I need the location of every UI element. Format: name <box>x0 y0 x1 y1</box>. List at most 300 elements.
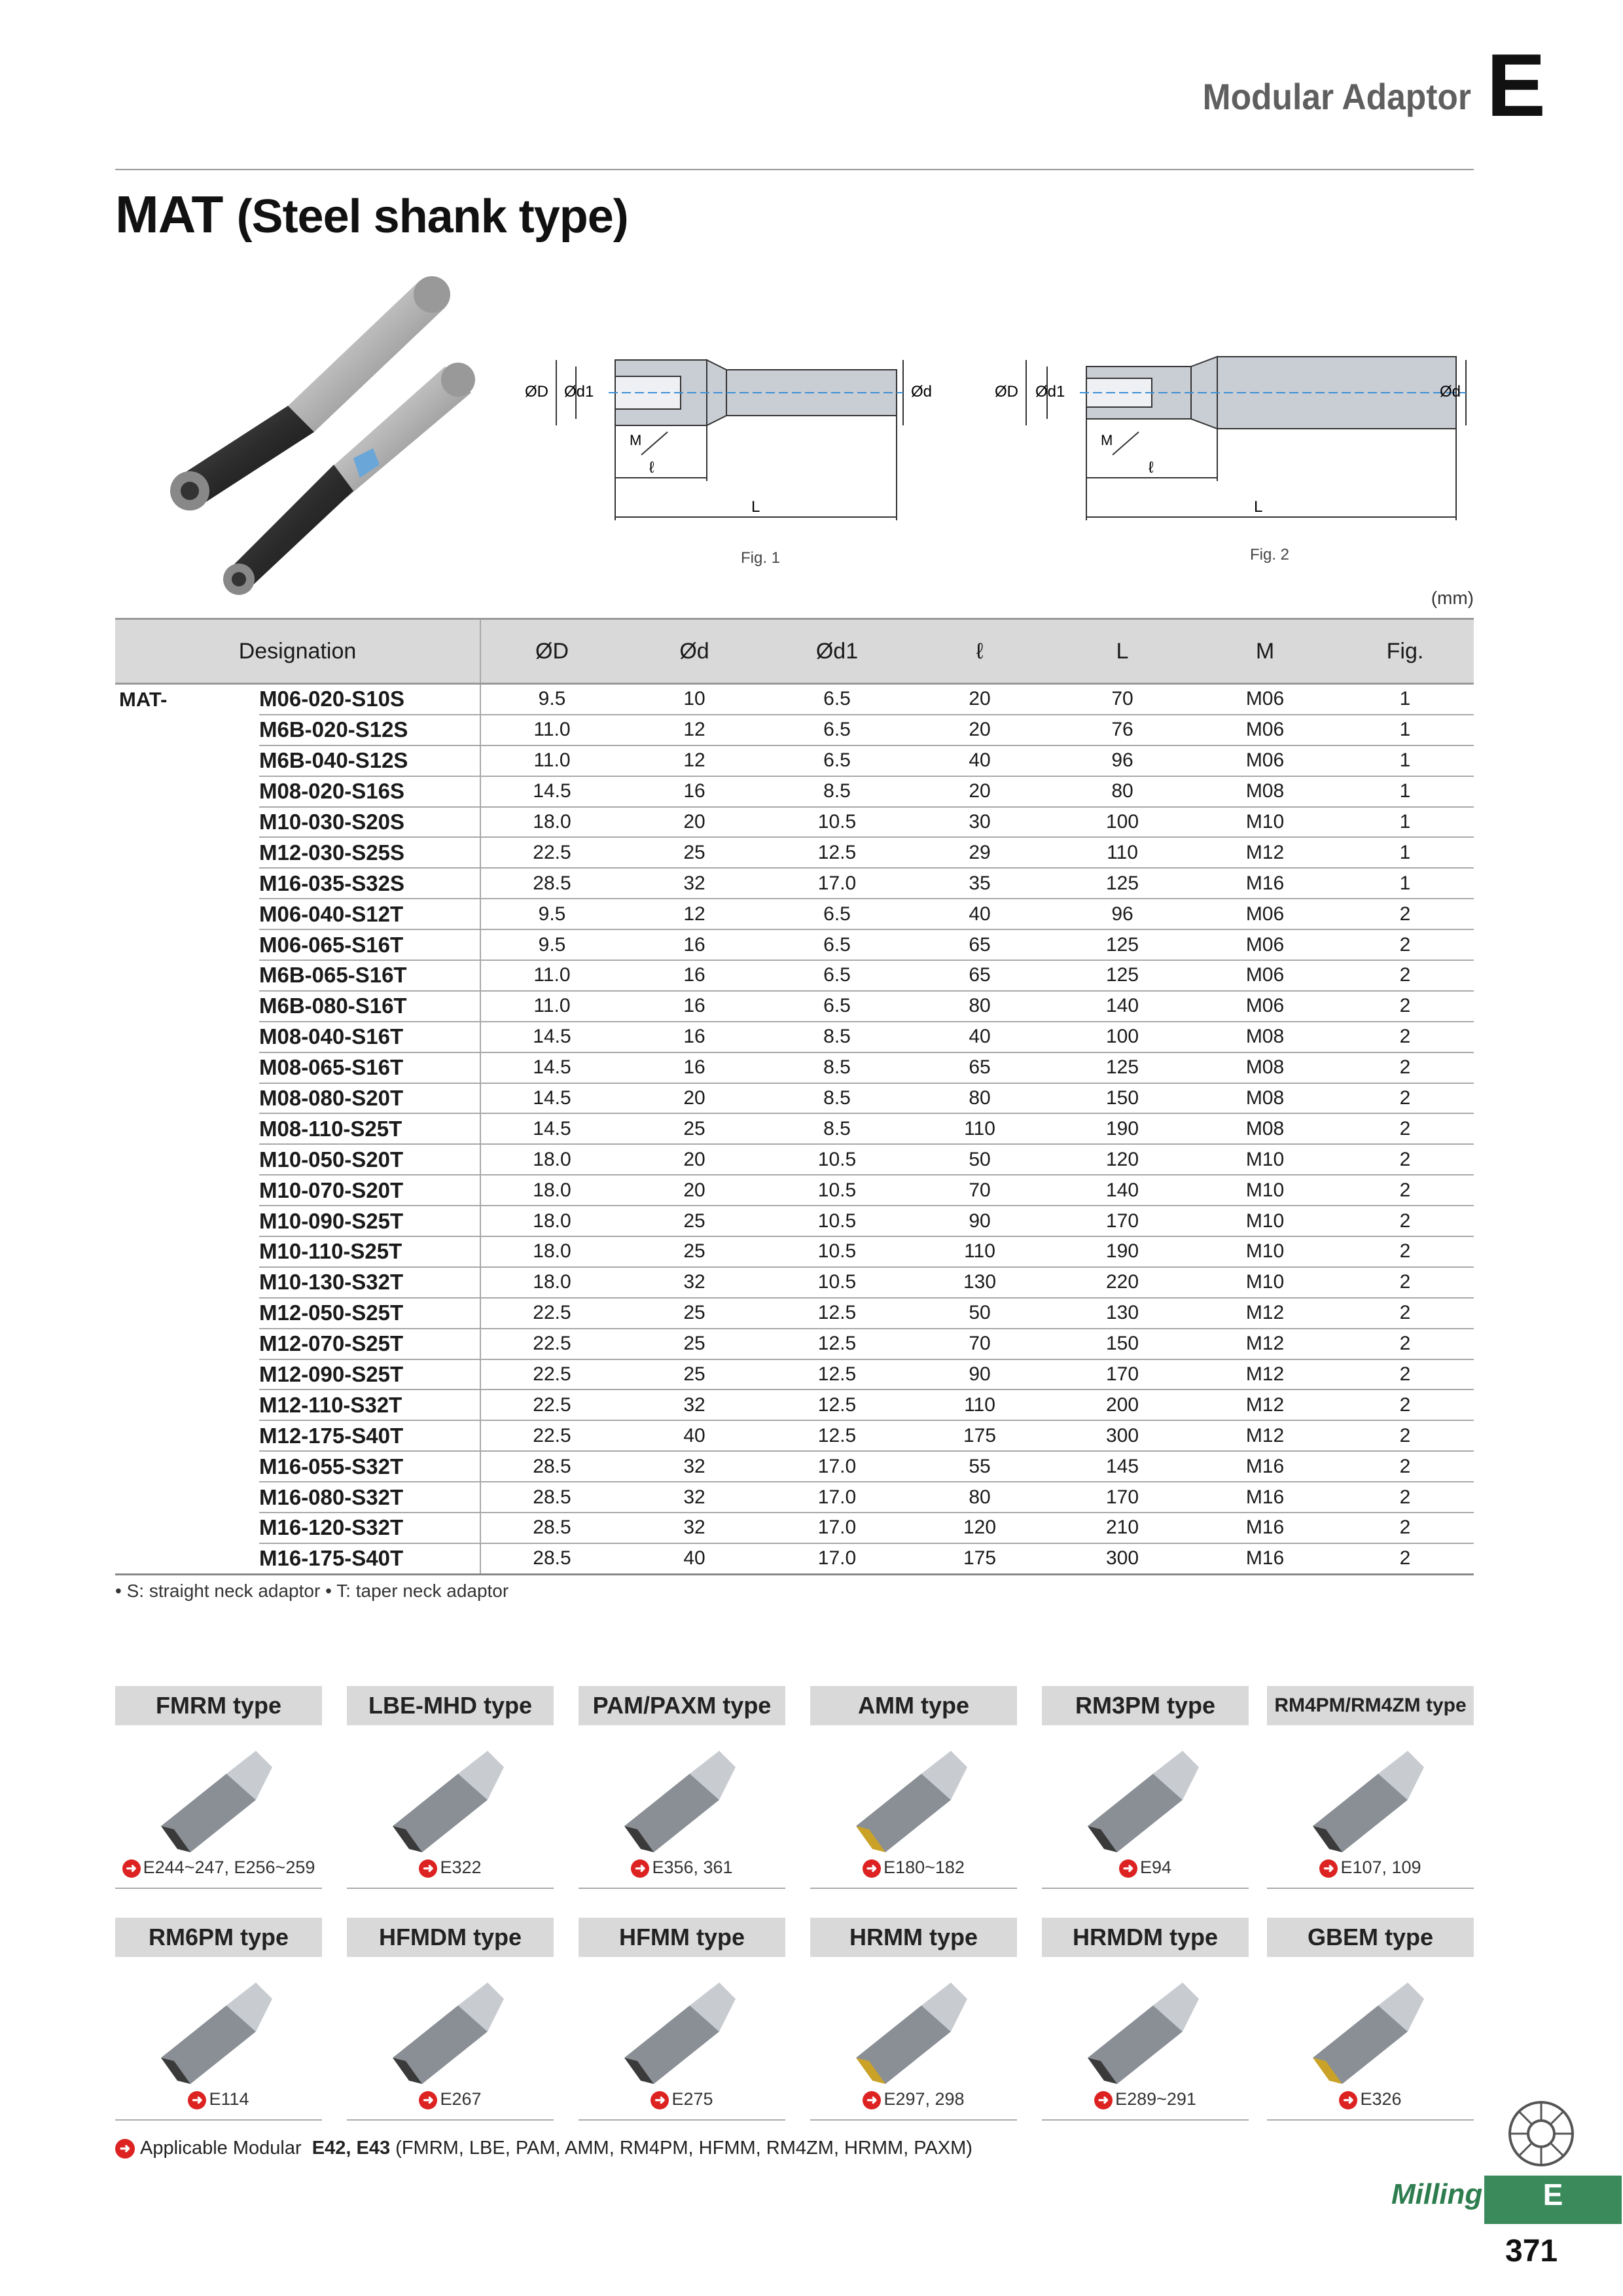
cell-d: 20 <box>623 1175 766 1206</box>
fig2-label-d: Ød <box>1440 383 1461 401</box>
cell-d1: 17.0 <box>766 1513 908 1543</box>
spec-table <box>115 618 1474 1575</box>
cell-designation: M10-030-S20S <box>259 807 480 838</box>
product-photo <box>164 268 504 609</box>
type-card-reference[interactable] <box>1267 2089 1474 2109</box>
cell-d: 20 <box>623 1083 766 1114</box>
type-card-title: LBE-MHD type <box>347 1686 554 1725</box>
cell-d: 16 <box>623 960 766 991</box>
cell-designation: M10-050-S20T <box>259 1144 480 1175</box>
cell-l: 50 <box>908 1298 1051 1329</box>
cell-L: 150 <box>1051 1083 1194 1114</box>
cell-d1: 8.5 <box>766 1113 908 1144</box>
cell-M: M16 <box>1194 1543 1336 1574</box>
cell-L: 190 <box>1051 1113 1194 1144</box>
cell-L: 110 <box>1051 837 1194 868</box>
cell-M: M10 <box>1194 1206 1336 1236</box>
cell-od: 28.5 <box>480 1543 623 1574</box>
cell-l: 90 <box>908 1359 1051 1390</box>
cell-d: 25 <box>623 1359 766 1390</box>
unit-label: (mm) <box>1431 588 1474 608</box>
table-row <box>115 991 1474 1022</box>
page-title <box>115 185 628 245</box>
cell-designation: M16-035-S32S <box>259 868 480 899</box>
cell-M: M12 <box>1194 1390 1336 1420</box>
fig2-caption: Fig. 2 <box>1250 546 1290 564</box>
type-card-title: HRMM type <box>810 1918 1017 1957</box>
cell-od: 22.5 <box>480 1298 623 1329</box>
cell-l: 80 <box>908 1083 1051 1114</box>
cell-L: 100 <box>1051 1022 1194 1052</box>
section-title: Modular Adaptor <box>1202 76 1471 117</box>
cell-d1: 12.5 <box>766 1298 908 1329</box>
fig2-label-L: L <box>1254 498 1263 516</box>
applicable-codes[interactable]: E42, E43 <box>312 2138 391 2159</box>
cell-fig: 1 <box>1336 776 1474 807</box>
cutter-image <box>1042 1966 1249 2090</box>
row-prefix <box>115 1175 259 1206</box>
type-card[interactable] <box>810 1686 1017 1877</box>
cell-od: 18.0 <box>480 1144 623 1175</box>
reference-text: E94 <box>1139 1857 1172 1877</box>
applicable-note <box>115 2138 972 2159</box>
type-card-reference[interactable] <box>810 1857 1017 1878</box>
table-row <box>115 1144 1474 1175</box>
table-row <box>115 899 1474 929</box>
arrow-right-icon: ➜ <box>651 2091 669 2109</box>
cell-L: 300 <box>1051 1420 1194 1451</box>
card-divider <box>810 1888 1017 1889</box>
cell-designation: M08-020-S16S <box>259 776 480 807</box>
cell-d: 25 <box>623 1113 766 1144</box>
cell-d1: 6.5 <box>766 960 908 991</box>
cell-designation: M12-030-S25S <box>259 837 480 868</box>
type-card-title: FMRM type <box>115 1686 322 1725</box>
cell-l: 80 <box>908 1482 1051 1513</box>
cell-od: 22.5 <box>480 1329 623 1359</box>
cell-L: 96 <box>1051 745 1194 776</box>
row-prefix <box>115 1390 259 1420</box>
section-letter: E <box>1486 35 1546 135</box>
cell-fig: 1 <box>1336 745 1474 776</box>
cell-fig: 2 <box>1336 929 1474 960</box>
table-row <box>115 1482 1474 1513</box>
type-card[interactable] <box>1042 1686 1249 1877</box>
cell-d1: 10.5 <box>766 1144 908 1175</box>
cell-od: 22.5 <box>480 1420 623 1451</box>
cell-od: 28.5 <box>480 1451 623 1482</box>
type-card-reference[interactable] <box>1042 2089 1249 2109</box>
type-card[interactable] <box>579 1686 785 1877</box>
row-prefix <box>115 1113 259 1144</box>
fig1-label-l: ℓ <box>649 459 654 476</box>
row-prefix: MAT- <box>119 687 168 711</box>
arrow-right-icon: ➜ <box>1094 2091 1113 2109</box>
cell-M: M08 <box>1194 776 1336 807</box>
cell-M: M06 <box>1194 991 1336 1022</box>
table-row <box>115 684 1474 715</box>
cell-designation: M10-070-S20T <box>259 1175 480 1206</box>
page-title-main: MAT <box>115 185 223 243</box>
table-row <box>115 1236 1474 1267</box>
cell-d1: 17.0 <box>766 1482 908 1513</box>
page-title-sub: (Steel shank type) <box>236 190 628 243</box>
row-prefix <box>115 1482 259 1513</box>
reference-text: E289~291 <box>1115 2089 1196 2109</box>
cell-fig: 1 <box>1336 837 1474 868</box>
cell-M: M06 <box>1194 684 1336 715</box>
cell-fig: 2 <box>1336 1083 1474 1114</box>
cell-od: 9.5 <box>480 684 623 715</box>
header-d: Ød <box>623 619 766 684</box>
table-row <box>115 715 1474 745</box>
arrow-right-icon: ➜ <box>631 1859 649 1878</box>
type-card-reference[interactable] <box>1042 1857 1249 1878</box>
fig1-label-L: L <box>751 498 760 516</box>
type-card[interactable] <box>115 1686 322 1877</box>
type-card[interactable] <box>1267 1686 1474 1877</box>
cell-od: 22.5 <box>480 837 623 868</box>
card-divider <box>1042 1888 1249 1889</box>
cell-designation: M06-065-S16T <box>259 929 480 960</box>
cell-d: 25 <box>623 837 766 868</box>
table-row <box>115 1083 1474 1114</box>
type-card-title: RM3PM type <box>1042 1686 1249 1725</box>
cell-d1: 6.5 <box>766 745 908 776</box>
cutter-image <box>579 1966 785 2090</box>
type-card-reference[interactable] <box>347 1857 554 1878</box>
table-row <box>115 1513 1474 1543</box>
applicable-label: Applicable Modular <box>140 2138 302 2159</box>
type-card-title: HFMM type <box>579 1918 785 1957</box>
cell-fig: 2 <box>1336 1236 1474 1267</box>
cell-l: 65 <box>908 960 1051 991</box>
row-prefix <box>115 1083 259 1114</box>
cell-d1: 8.5 <box>766 1083 908 1114</box>
cell-d1: 6.5 <box>766 684 908 715</box>
fig2-label-d1: Ød1 <box>1035 383 1065 401</box>
cell-od: 14.5 <box>480 1083 623 1114</box>
type-card[interactable] <box>579 1918 785 2109</box>
cell-od: 18.0 <box>480 1267 623 1298</box>
cutter-image <box>579 1734 785 1859</box>
cell-d1: 12.5 <box>766 1420 908 1451</box>
cell-fig: 2 <box>1336 960 1474 991</box>
reference-text: E180~182 <box>883 1857 965 1877</box>
cell-fig: 2 <box>1336 1513 1474 1543</box>
type-card-reference[interactable] <box>579 2089 785 2109</box>
table-row <box>115 1052 1474 1083</box>
cell-d: 25 <box>623 1236 766 1267</box>
adaptor-straight <box>170 276 450 511</box>
cell-d: 12 <box>623 899 766 929</box>
cell-d: 16 <box>623 991 766 1022</box>
cell-designation: M16-175-S40T <box>259 1543 480 1574</box>
cell-L: 170 <box>1051 1359 1194 1390</box>
row-prefix <box>115 899 259 929</box>
cell-od: 9.5 <box>480 929 623 960</box>
cell-designation: M12-090-S25T <box>259 1359 480 1390</box>
table-row <box>115 1543 1474 1574</box>
row-prefix <box>115 837 259 868</box>
type-card[interactable] <box>347 1918 554 2109</box>
cell-d1: 8.5 <box>766 776 908 807</box>
reference-text: E267 <box>440 2089 482 2109</box>
cell-fig: 2 <box>1336 1390 1474 1420</box>
cell-M: M12 <box>1194 1420 1336 1451</box>
cell-l: 40 <box>908 745 1051 776</box>
cell-L: 140 <box>1051 991 1194 1022</box>
figure-2-drawing <box>982 340 1479 583</box>
cell-L: 145 <box>1051 1451 1194 1482</box>
header-designation: Designation <box>115 619 480 684</box>
cell-fig: 2 <box>1336 1298 1474 1329</box>
cell-M: M12 <box>1194 1359 1336 1390</box>
cutter-image <box>810 1966 1017 2090</box>
fig1-label-D: ØD <box>525 383 548 401</box>
type-card[interactable] <box>810 1918 1017 2109</box>
table-row <box>115 868 1474 899</box>
cell-fig: 2 <box>1336 1206 1474 1236</box>
cell-l: 175 <box>908 1543 1051 1574</box>
cell-od: 18.0 <box>480 807 623 838</box>
cell-designation: M6B-065-S16T <box>259 960 480 991</box>
cell-M: M12 <box>1194 1329 1336 1359</box>
cutter-image <box>347 1734 554 1859</box>
cell-d: 20 <box>623 807 766 838</box>
cell-M: M08 <box>1194 1113 1336 1144</box>
cell-d: 25 <box>623 1206 766 1236</box>
cell-d: 16 <box>623 1022 766 1052</box>
type-card-reference[interactable] <box>1267 1857 1474 1878</box>
cell-L: 80 <box>1051 776 1194 807</box>
reference-text: E326 <box>1360 2089 1402 2109</box>
cell-designation: M12-070-S25T <box>259 1329 480 1359</box>
milling-cutter-icon <box>1505 2098 1577 2170</box>
cell-designation: M16-120-S32T <box>259 1513 480 1543</box>
cell-M: M06 <box>1194 960 1336 991</box>
cell-l: 90 <box>908 1206 1051 1236</box>
cell-d: 20 <box>623 1144 766 1175</box>
cell-fig: 2 <box>1336 899 1474 929</box>
header-L: L <box>1051 619 1194 684</box>
arrow-right-icon: ➜ <box>419 1859 437 1878</box>
type-card[interactable] <box>1267 1918 1474 2109</box>
cell-d1: 10.5 <box>766 1206 908 1236</box>
fig2-label-M: M <box>1101 432 1113 448</box>
cell-l: 65 <box>908 1052 1051 1083</box>
row-prefix <box>115 1420 259 1451</box>
card-divider <box>1267 2119 1474 2121</box>
cell-M: M10 <box>1194 1267 1336 1298</box>
row-prefix <box>115 1359 259 1390</box>
table-row <box>115 1329 1474 1359</box>
cell-d1: 10.5 <box>766 1236 908 1267</box>
arrow-right-icon: ➜ <box>863 2091 881 2109</box>
cell-designation: M08-080-S20T <box>259 1083 480 1114</box>
cell-fig: 2 <box>1336 1329 1474 1359</box>
cell-M: M08 <box>1194 1083 1336 1114</box>
type-card[interactable] <box>347 1686 554 1877</box>
cell-l: 40 <box>908 899 1051 929</box>
row-prefix <box>115 1329 259 1359</box>
cell-designation: M06-020-S10S <box>259 684 480 715</box>
row-prefix <box>115 1513 259 1543</box>
arrow-right-icon: ➜ <box>1119 1859 1137 1878</box>
table-row <box>115 807 1474 838</box>
cell-L: 96 <box>1051 899 1194 929</box>
cell-M: M16 <box>1194 1513 1336 1543</box>
cell-l: 130 <box>908 1267 1051 1298</box>
cell-L: 170 <box>1051 1206 1194 1236</box>
cell-L: 210 <box>1051 1513 1194 1543</box>
footer-category: Milling <box>1391 2178 1483 2210</box>
cell-fig: 1 <box>1336 684 1474 715</box>
row-prefix <box>115 1052 259 1083</box>
header-l: ℓ <box>908 619 1051 684</box>
cell-fig: 2 <box>1336 1022 1474 1052</box>
table-row <box>115 1175 1474 1206</box>
cell-designation: M12-110-S32T <box>259 1390 480 1420</box>
cutter-image <box>347 1966 554 2090</box>
type-card-title: RM6PM type <box>115 1918 322 1957</box>
cell-l: 35 <box>908 868 1051 899</box>
cutter-image <box>1042 1734 1249 1859</box>
cell-d1: 6.5 <box>766 929 908 960</box>
cell-fig: 2 <box>1336 1420 1474 1451</box>
row-prefix <box>115 1451 259 1482</box>
type-card-reference[interactable] <box>347 2089 554 2109</box>
cell-designation: M10-090-S25T <box>259 1206 480 1236</box>
cell-L: 220 <box>1051 1267 1194 1298</box>
cell-L: 150 <box>1051 1329 1194 1359</box>
cell-d: 32 <box>623 1513 766 1543</box>
cell-l: 20 <box>908 684 1051 715</box>
card-divider <box>1042 2119 1249 2121</box>
fig1-label-M: M <box>630 432 642 448</box>
type-card-reference[interactable] <box>115 2089 322 2109</box>
cell-d1: 17.0 <box>766 1451 908 1482</box>
cell-d: 32 <box>623 1482 766 1513</box>
row-prefix <box>115 991 259 1022</box>
cell-designation: M08-110-S25T <box>259 1113 480 1144</box>
cell-fig: 1 <box>1336 807 1474 838</box>
cell-designation: M16-055-S32T <box>259 1451 480 1482</box>
cell-od: 11.0 <box>480 715 623 745</box>
reference-text: E107, 109 <box>1340 1857 1421 1877</box>
row-prefix <box>115 929 259 960</box>
footer-section-letter: E <box>1543 2178 1563 2212</box>
cell-L: 76 <box>1051 715 1194 745</box>
table-row <box>115 776 1474 807</box>
cell-od: 28.5 <box>480 1513 623 1543</box>
header-M: M <box>1194 619 1336 684</box>
table-row <box>115 1451 1474 1482</box>
cell-d1: 6.5 <box>766 991 908 1022</box>
cell-l: 29 <box>908 837 1051 868</box>
table-row <box>115 1420 1474 1451</box>
type-card[interactable] <box>115 1918 322 2109</box>
table-row <box>115 745 1474 776</box>
cell-l: 120 <box>908 1513 1051 1543</box>
cell-od: 28.5 <box>480 868 623 899</box>
table-row <box>115 1267 1474 1298</box>
fig2-label-D: ØD <box>995 383 1018 401</box>
cell-l: 110 <box>908 1390 1051 1420</box>
reference-text: E244~247, E256~259 <box>143 1857 315 1877</box>
cell-L: 190 <box>1051 1236 1194 1267</box>
table-body <box>115 684 1474 1575</box>
table-note: • S: straight neck adaptor • T: taper neck adaptor <box>115 1581 509 1601</box>
table-row <box>115 1359 1474 1390</box>
arrow-right-icon: ➜ <box>1339 2091 1357 2109</box>
reference-text: E322 <box>440 1857 482 1877</box>
card-divider <box>347 1888 554 1889</box>
cell-M: M08 <box>1194 1022 1336 1052</box>
figure-1-drawing <box>510 340 955 583</box>
arrow-right-icon: ➜ <box>115 2139 135 2159</box>
cell-l: 65 <box>908 929 1051 960</box>
type-card[interactable] <box>1042 1918 1249 2109</box>
table-row <box>115 960 1474 991</box>
cell-L: 120 <box>1051 1144 1194 1175</box>
cutter-image <box>115 1734 322 1859</box>
cell-l: 20 <box>908 715 1051 745</box>
row-prefix <box>115 1022 259 1052</box>
cell-fig: 2 <box>1336 991 1474 1022</box>
cell-M: M10 <box>1194 1175 1336 1206</box>
cell-d1: 6.5 <box>766 899 908 929</box>
cell-l: 20 <box>908 776 1051 807</box>
cutter-image <box>810 1734 1017 1859</box>
type-card-reference[interactable] <box>115 1857 322 1878</box>
cell-l: 80 <box>908 991 1051 1022</box>
type-card-reference[interactable] <box>810 2089 1017 2109</box>
cell-fig: 2 <box>1336 1451 1474 1482</box>
type-card-title: HFMDM type <box>347 1918 554 1957</box>
cell-d: 32 <box>623 868 766 899</box>
applicable-list: (FMRM, LBE, PAM, AMM, RM4PM, HFMM, RM4ZM, HRMM, PAXM) <box>395 2138 972 2159</box>
table-row <box>115 1298 1474 1329</box>
row-prefix <box>115 1206 259 1236</box>
table-row <box>115 1390 1474 1420</box>
cell-l: 175 <box>908 1420 1051 1451</box>
cell-d1: 12.5 <box>766 1359 908 1390</box>
cell-M: M06 <box>1194 745 1336 776</box>
type-card-reference[interactable] <box>579 1857 785 1878</box>
cell-L: 200 <box>1051 1390 1194 1420</box>
row-prefix <box>115 807 259 838</box>
cell-d1: 17.0 <box>766 868 908 899</box>
fig1-caption: Fig. 1 <box>741 549 781 567</box>
cell-L: 130 <box>1051 1298 1194 1329</box>
cell-fig: 2 <box>1336 1543 1474 1574</box>
cell-od: 18.0 <box>480 1175 623 1206</box>
cell-l: 110 <box>908 1236 1051 1267</box>
cell-l: 110 <box>908 1113 1051 1144</box>
reference-text: E356, 361 <box>652 1857 733 1877</box>
cell-designation: M6B-040-S12S <box>259 745 480 776</box>
cell-designation: M16-080-S32T <box>259 1482 480 1513</box>
fig1-label-d1: Ød1 <box>564 383 594 401</box>
cell-designation: M08-040-S16T <box>259 1022 480 1052</box>
type-card-title: HRMDM type <box>1042 1918 1249 1957</box>
cell-designation: M12-050-S25T <box>259 1298 480 1329</box>
header-od: ØD <box>480 619 623 684</box>
cell-d: 25 <box>623 1329 766 1359</box>
table-row <box>115 837 1474 868</box>
cell-fig: 2 <box>1336 1144 1474 1175</box>
